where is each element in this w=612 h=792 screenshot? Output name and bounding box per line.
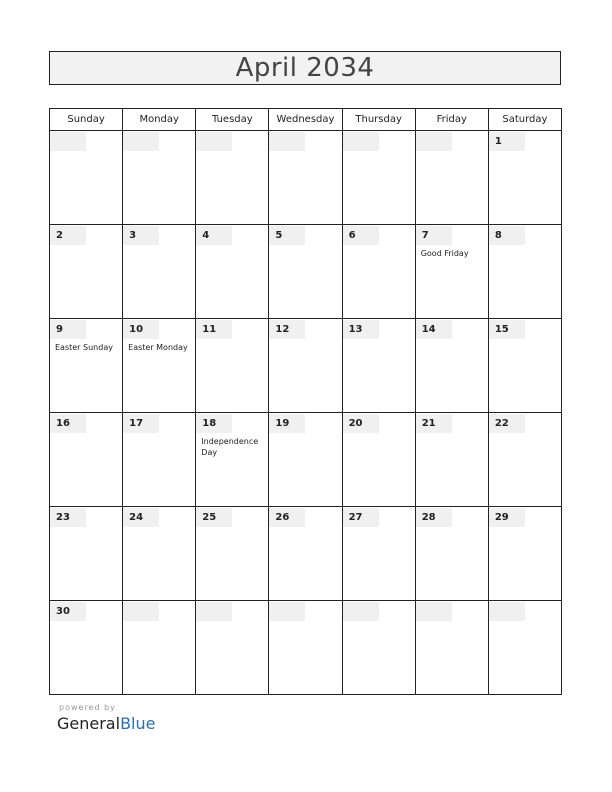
brand-text-blue: Blue: [120, 714, 156, 733]
calendar-day-cell: [488, 413, 561, 507]
calendar-day-cell: [269, 319, 342, 413]
day-number: 3: [123, 226, 159, 245]
weekday-saturday: Saturday: [488, 109, 561, 131]
day-number: 27: [343, 508, 379, 527]
day-number: 12: [269, 320, 305, 339]
day-number: 6: [343, 226, 379, 245]
calendar-day-cell: [488, 319, 561, 413]
calendar-day-cell: [415, 319, 488, 413]
weekday-monday: Monday: [123, 109, 196, 131]
calendar-day-cell: [196, 225, 269, 319]
holiday-label: Independence Day: [201, 437, 259, 457]
calendar-day-cell: [50, 319, 123, 413]
calendar-day-cell: [269, 507, 342, 601]
day-number: 22: [489, 414, 525, 433]
day-number: [416, 132, 452, 151]
calendar-day-cell: [50, 225, 123, 319]
weekday-friday: Friday: [415, 109, 488, 131]
weekday-thursday: Thursday: [342, 109, 415, 131]
day-number: [50, 132, 86, 151]
day-number: [343, 132, 379, 151]
calendar-week-row: [50, 319, 562, 413]
day-number: 8: [489, 226, 525, 245]
calendar-day-cell: [488, 131, 561, 225]
holiday-label: Easter Sunday: [55, 343, 113, 352]
day-number: [269, 132, 305, 151]
calendar-day-cell: [342, 601, 415, 695]
brand-text-general: General: [57, 714, 121, 733]
day-number: 11: [196, 320, 232, 339]
day-number: 2: [50, 226, 86, 245]
calendar-day-cell: [196, 601, 269, 695]
day-number: 7: [416, 226, 452, 245]
calendar-day-cell: [50, 601, 123, 695]
calendar-day-cell: [196, 319, 269, 413]
calendar-day-cell: [415, 131, 488, 225]
calendar-day-cell: [269, 225, 342, 319]
calendar-week-row: [50, 507, 562, 601]
calendar-body: [50, 131, 562, 695]
calendar-day-cell: [488, 601, 561, 695]
calendar-day-cell: [415, 413, 488, 507]
day-number: 24: [123, 508, 159, 527]
day-number: 19: [269, 414, 305, 433]
day-number: 5: [269, 226, 305, 245]
calendar-day-cell: [123, 131, 196, 225]
calendar-day-cell: [269, 131, 342, 225]
calendar-day-cell: [342, 413, 415, 507]
day-number: 28: [416, 508, 452, 527]
calendar-title-box: [49, 51, 561, 85]
calendar-week-row: [50, 413, 562, 507]
day-number: [196, 132, 232, 151]
weekday-sunday: Sunday: [50, 109, 123, 131]
day-number: [196, 602, 232, 621]
calendar-day-cell: [123, 319, 196, 413]
day-number: 17: [123, 414, 159, 433]
day-number: 30: [50, 602, 86, 621]
calendar-day-cell: [50, 413, 123, 507]
calendar-day-cell: [342, 319, 415, 413]
calendar-day-cell: [196, 507, 269, 601]
holiday-label: Good Friday: [420, 249, 469, 258]
day-number: 21: [416, 414, 452, 433]
calendar-week-row: [50, 225, 562, 319]
day-number: 16: [50, 414, 86, 433]
day-number: 13: [343, 320, 379, 339]
generalblue-logo: [57, 714, 155, 733]
calendar-day-cell: [488, 225, 561, 319]
holiday-label: Easter Monday: [128, 343, 188, 352]
calendar-grid: [49, 108, 562, 695]
calendar-day-cell: [488, 507, 561, 601]
calendar-day-cell: [196, 131, 269, 225]
day-number: [123, 602, 159, 621]
day-number: 14: [416, 320, 452, 339]
calendar-day-cell: [50, 131, 123, 225]
day-number: [489, 602, 525, 621]
calendar-day-cell: [415, 507, 488, 601]
calendar-day-cell: [123, 601, 196, 695]
calendar-day-cell: [342, 225, 415, 319]
weekday-tuesday: Tuesday: [196, 109, 269, 131]
day-number: 15: [489, 320, 525, 339]
day-number: 29: [489, 508, 525, 527]
calendar-day-cell: [123, 507, 196, 601]
day-number: 1: [489, 132, 525, 151]
calendar-day-cell: [342, 507, 415, 601]
calendar-day-cell: [50, 507, 123, 601]
calendar-day-cell: [342, 131, 415, 225]
calendar-week-row: [50, 601, 562, 695]
day-number: 23: [50, 508, 86, 527]
day-number: 9: [50, 320, 86, 339]
calendar-title: April 2034: [235, 53, 375, 83]
weekday-wednesday: Wednesday: [269, 109, 342, 131]
calendar-day-cell: [415, 601, 488, 695]
day-number: [269, 602, 305, 621]
footer: [57, 703, 155, 733]
calendar-day-cell: [415, 225, 488, 319]
day-number: 26: [269, 508, 305, 527]
day-number: 18: [196, 414, 232, 433]
weekday-header-row: [50, 109, 562, 131]
day-number: 20: [343, 414, 379, 433]
day-number: 10: [123, 320, 159, 339]
calendar-day-cell: [269, 413, 342, 507]
calendar-day-cell: [123, 225, 196, 319]
day-number: [416, 602, 452, 621]
powered-by-text: powered by: [59, 703, 116, 712]
day-number: 4: [196, 226, 232, 245]
calendar-week-row: [50, 131, 562, 225]
calendar-day-cell: [196, 413, 269, 507]
day-number: 25: [196, 508, 232, 527]
calendar-day-cell: [269, 601, 342, 695]
day-number: [123, 132, 159, 151]
calendar-day-cell: [123, 413, 196, 507]
day-number: [343, 602, 379, 621]
